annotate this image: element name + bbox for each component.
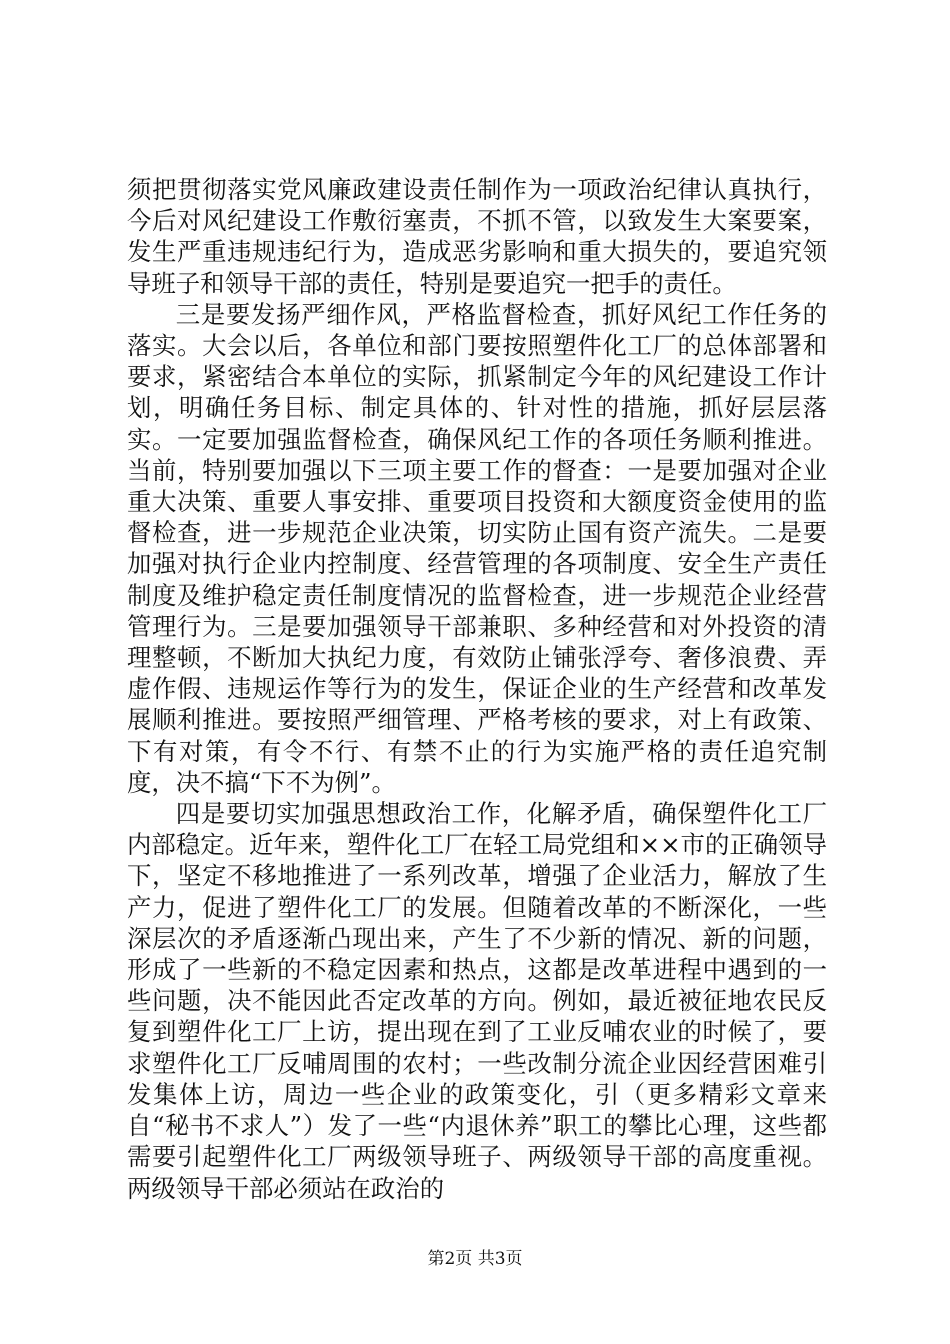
paragraph-continuation: 须把贯彻落实党风廉政建设责任制作为一项政治纪律认真执行，今后对风纪建设工作敷衍塞责，不抓不管，以致发生大案要案，发生严重违规违纪行为，造成恶劣影响和重大损失的，要追究领导班子和领导干部的责任，特别是要追究一把手的责任。 <box>127 175 827 298</box>
document-body <box>127 174 827 1204</box>
paragraph-point-four: 四是要切实加强思想政治工作，化解矛盾，确保塑件化工厂内部稳定。近年来，塑件化工厂在轻工局党组和××市的正确领导下，坚定不移地推进了一系列改革，增强了企业活力，解放了生产力，促进了塑件化工厂的发展。但随着改革的不断深化，一些深层次的矛盾逐渐凸现出来，产生了不少新的情况、新的问题，形成了一些新的不稳定因素和热点，这都是改革进程中遇到的一些问题，决不能因此否定改革的方向。例如，最近被征地农民反复到塑件化工厂上访，提出现在到了工业反哺农业的时候了，要求塑件化工厂反哺周围的农村；一些改制分流企业因经营困难引发集体上访，周边一些企业的政策变化，引（更多精彩文章来自“秘书不求人”）发了一些“内退休养”职工的攀比心理，这些都需要引起塑件化工厂两级领导班子、两级领导干部的高度重视。两级领导干部必须站在政治的 <box>127 799 827 1203</box>
page-number-footer: 第2页 共3页 <box>427 1249 523 1269</box>
paragraph-point-three: 三是要发扬严细作风，严格监督检查，抓好风纪工作任务的落实。大会以后，各单位和部门要按照塑件化工厂的总体部署和要求，紧密结合本单位的实际，抓紧制定今年的风纪建设工作计划，明确任务目标、制定具体的、针对性的措施，抓好层层落实。一定要加强监督检查，确保风纪工作的各项任务顺利推进。当前，特别要加强以下三项主要工作的督查：一是要加强对企业重大决策、重要人事安排、重要项目投资和大额度资金使用的监督检查，进一步规范企业决策，切实防止国有资产流失。二是要加强对执行企业内控制度、经营管理的各项制度、安全生产责任制度及维护稳定责任制度情况的监督检查，进一步规范企业经营管理行为。三是要加强领导干部兼职、多种经营和对外投资的清理整顿，不断加大执纪力度，有效防止铺张浮夸、奢侈浪费、弄虚作假、违规运作等行为的发生，保证企业的生产经营和改革发展顺利推进。要按照严细管理、严格考核的要求，对上有政策、下有对策，有令不行、有禁不止的行为实施严格的责任追究制度，决不搞“下不为例”。 <box>127 299 827 797</box>
